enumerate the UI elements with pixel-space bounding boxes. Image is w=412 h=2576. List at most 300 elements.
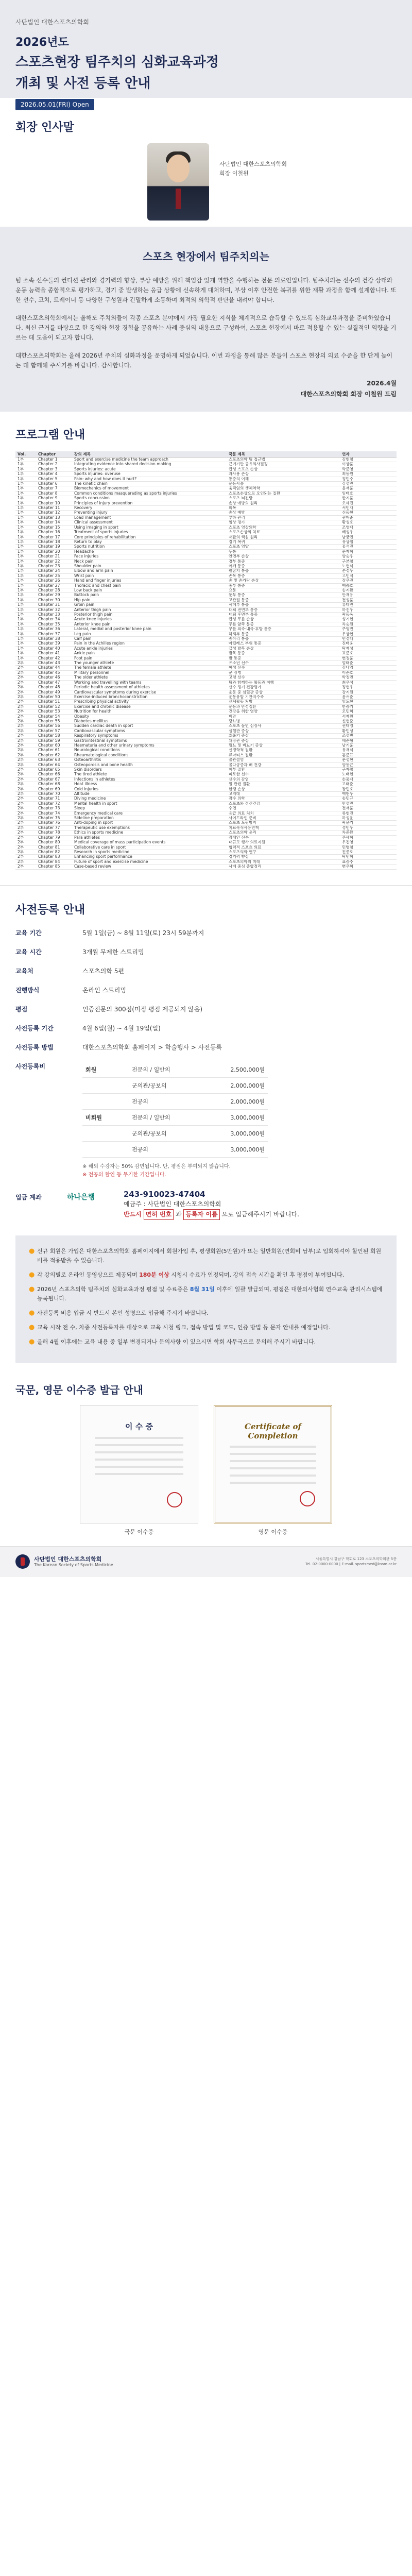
- program-row: [15, 530, 397, 535]
- program-row: [15, 554, 397, 559]
- row-title: Sports injuries: acute: [72, 467, 227, 471]
- row-vol: 1부: [15, 559, 36, 564]
- row-vol: 2부: [15, 724, 36, 728]
- row-title: Respiratory symptoms: [72, 734, 227, 738]
- row-kor-title: 스포츠 뇌진탕: [227, 496, 340, 501]
- row-speaker: 류현진: [340, 811, 397, 816]
- row-kor-title: 스포츠의학 연구: [227, 850, 340, 854]
- row-vol: 1부: [15, 569, 36, 573]
- info-row-reg-method: [15, 1043, 397, 1052]
- row-speaker: 홍석진: [340, 545, 397, 549]
- row-chapter: Chapter 63: [36, 758, 72, 762]
- row-speaker: 진종오: [340, 850, 397, 854]
- program-row: [15, 762, 397, 767]
- row-vol: 1부: [15, 477, 36, 481]
- row-speaker: 강지원: [340, 690, 397, 694]
- fee-row: [15, 1062, 397, 1179]
- row-chapter: Chapter 58: [36, 734, 72, 738]
- program-row: [15, 734, 397, 738]
- row-chapter: Chapter 32: [36, 607, 72, 612]
- program-row: [15, 865, 397, 869]
- row-speaker: 백현우: [340, 792, 397, 796]
- program-row: [15, 573, 397, 578]
- fee-note-2: ※ 전공의 할인 등 무기한 기간입니다.: [82, 1172, 166, 1178]
- row-title: The older athlete: [72, 675, 227, 680]
- row-chapter: Chapter 74: [36, 811, 72, 816]
- col-vol: Vol.: [15, 451, 36, 457]
- row-title: Osteoarthritis: [72, 758, 227, 762]
- fee-note: [82, 1163, 268, 1179]
- row-chapter: Chapter 34: [36, 617, 72, 622]
- program-row: [15, 661, 397, 666]
- row-vol: 2부: [15, 714, 36, 719]
- row-kor-title: 스포츠의학 팀 접근법: [227, 457, 340, 462]
- row-chapter: Chapter 76: [36, 821, 72, 825]
- row-speaker: 변우혁: [340, 865, 397, 869]
- row-title: Sports injuries: overuse: [72, 472, 227, 477]
- row-chapter: Chapter 64: [36, 762, 72, 767]
- row-speaker: 변정훈: [340, 656, 397, 660]
- row-kor-title: 운동과 만성질환: [227, 704, 340, 709]
- row-vol: 2부: [15, 670, 36, 675]
- row-vol: 1부: [15, 506, 36, 511]
- row-kor-title: 당뇨병: [227, 719, 340, 723]
- program-row: [15, 520, 397, 525]
- row-kor-title: 장애인 선수: [227, 835, 340, 840]
- row-chapter: Chapter 4: [36, 472, 72, 477]
- row-kor-title: 급성 스포츠 손상: [227, 467, 340, 471]
- program-row: [15, 743, 397, 748]
- row-vol: 2부: [15, 782, 36, 787]
- row-title: Nutrition for health: [72, 709, 227, 714]
- row-kor-title: 스포츠와 정신건강: [227, 801, 340, 806]
- row-chapter: Chapter 46: [36, 675, 72, 680]
- program-row: [15, 850, 397, 854]
- row-chapter: Chapter 31: [36, 603, 72, 607]
- row-title: Sports concussion: [72, 496, 227, 501]
- fee-group: [82, 1093, 129, 1109]
- certificate-samples: [15, 1405, 397, 1523]
- row-title: Infections in athletes: [72, 777, 227, 782]
- row-speaker: 남기훈: [340, 743, 397, 748]
- note-item: [29, 1337, 383, 1347]
- footer-address-line: 서울특별시 강남구 학회로 123 스포츠의학회관 5층: [315, 1557, 397, 1562]
- seal-icon: [167, 1492, 182, 1507]
- row-chapter: Chapter 40: [36, 646, 72, 651]
- program-row: [15, 467, 397, 471]
- program-row: [15, 627, 397, 632]
- row-kor-title: 안면부 손상: [227, 554, 340, 559]
- program-row: [15, 811, 397, 816]
- certificate-captions: [15, 1528, 397, 1536]
- row-vol: 1부: [15, 598, 36, 602]
- fee-group: 비회원: [82, 1109, 129, 1125]
- program-row: [15, 569, 397, 573]
- row-kor-title: 급성 발목 손상: [227, 646, 340, 651]
- eng-certificate-caption: 영문 이수증: [258, 1528, 288, 1535]
- row-chapter: Chapter 55: [36, 719, 72, 723]
- info-row-host: [15, 967, 397, 975]
- fee-row-item: [82, 1062, 268, 1078]
- row-title: Pain in the Achilles region: [72, 641, 227, 646]
- row-kor-title: 스포츠 도핑방지: [227, 821, 340, 825]
- row-chapter: Chapter 6: [36, 482, 72, 486]
- row-chapter: Chapter 65: [36, 768, 72, 772]
- row-chapter: Chapter 60: [36, 743, 72, 748]
- row-title: Skin disorders: [72, 768, 227, 772]
- program-row: [15, 613, 397, 617]
- row-title: Elbow and arm pain: [72, 569, 227, 573]
- program-title: 프로그램 안내: [15, 429, 85, 442]
- row-chapter: Chapter 80: [36, 840, 72, 845]
- row-chapter: Chapter 7: [36, 486, 72, 491]
- row-speaker: 권혁준: [340, 515, 397, 520]
- row-speaker: 최동원: [340, 472, 397, 477]
- footer-contact-line: Tel. 02-0000-0000 | E-mail. sportsmed@kssm.or.kr: [305, 1562, 397, 1567]
- program-row: [15, 792, 397, 796]
- row-speaker: 서민재: [340, 506, 397, 511]
- program-row: [15, 462, 397, 467]
- info-row-period: [15, 928, 397, 937]
- row-vol: 1부: [15, 501, 36, 505]
- program-row: [15, 690, 397, 694]
- year-title: 2026년도: [15, 36, 69, 49]
- row-speaker: 고민석: [340, 573, 397, 578]
- row-speaker: 안재용: [340, 593, 397, 598]
- row-kor-title: 스포츠 돌연 심장사: [227, 724, 340, 728]
- row-chapter: Chapter 75: [36, 816, 72, 821]
- row-chapter: Chapter 47: [36, 680, 72, 685]
- row-kor-title: 건강을 위한 영양: [227, 709, 340, 714]
- row-title: Working and travelling with teams: [72, 680, 227, 685]
- row-kor-title: 대퇴 후면부 통증: [227, 613, 340, 617]
- fee-amount: 3,000,000원: [201, 1125, 268, 1141]
- note-highlight: 8월 31일: [190, 1285, 215, 1293]
- row-title: Acute ankle injuries: [72, 646, 227, 651]
- row-chapter: Chapter 43: [36, 661, 72, 666]
- row-kor-title: 급성 무릎 손상: [227, 617, 340, 622]
- period-value: 5월 1일(금) ~ 8월 11일(토) 23시 59분까지: [82, 929, 204, 937]
- row-vol: 1부: [15, 622, 36, 626]
- note-text: 신규 회원은 가입은 대한스포츠의학회 홈페이지에서 회원가입 후, 평생회원(5만원)가 또는 일반회원(연회비 납부)로 입회하셔야 할인된 회원비를 적용받을 수 있습니다.: [37, 1247, 382, 1264]
- program-row: [15, 675, 397, 680]
- row-speaker: 한지훈: [340, 496, 397, 501]
- row-speaker: 우진영: [340, 840, 397, 845]
- eng-certificate-image: [214, 1405, 332, 1523]
- info-row-reg-period: [15, 1024, 397, 1032]
- row-speaker: 양동근: [340, 762, 397, 767]
- row-kor-title: 근거기반 공유의사결정: [227, 462, 340, 467]
- note-item: [29, 1285, 383, 1303]
- program-row: [15, 583, 397, 588]
- row-title: Integrating evidence into shared decision making: [72, 462, 227, 467]
- row-speaker: 임태호: [340, 491, 397, 496]
- row-speaker: 김현철: [340, 457, 397, 462]
- fee-row-item: [82, 1109, 268, 1125]
- row-speaker: 표승주: [340, 859, 397, 864]
- row-vol: 2부: [15, 845, 36, 850]
- row-title: Principles of injury prevention: [72, 501, 227, 505]
- row-vol: 1부: [15, 545, 36, 549]
- row-chapter: Chapter 22: [36, 559, 72, 564]
- note-text: 시청시 수료가 인정되며, 강의 접속 시간을 확인 후 평점이 부여됩니다.: [169, 1271, 345, 1278]
- row-title: Gastrointestinal symptoms: [72, 738, 227, 743]
- row-vol: 1부: [15, 583, 36, 588]
- row-chapter: Chapter 52: [36, 704, 72, 709]
- row-chapter: Chapter 35: [36, 622, 72, 626]
- row-title: Cold injuries: [72, 787, 227, 791]
- row-kor-title: 스포츠의학의 미래: [227, 859, 340, 864]
- row-speaker: 우상현: [340, 632, 397, 636]
- row-title: Prescribing physical activity: [72, 700, 227, 704]
- row-kor-title: 과사용 손상: [227, 472, 340, 477]
- row-speaker: 곽윤기: [340, 821, 397, 825]
- program-row: [15, 656, 397, 660]
- row-kor-title: 피로한 선수: [227, 772, 340, 777]
- row-speaker: 하성운: [340, 816, 397, 821]
- program-row: [15, 651, 397, 656]
- row-title: Acute knee injuries: [72, 617, 227, 622]
- row-vol: 1부: [15, 535, 36, 539]
- row-vol: 2부: [15, 700, 36, 704]
- row-speaker: 윤재훈: [340, 486, 397, 491]
- row-kor-title: 운동 중 심혈관 증상: [227, 690, 340, 694]
- row-vol: 2부: [15, 792, 36, 796]
- program-row: [15, 491, 397, 496]
- row-kor-title: 신체활동 처방: [227, 700, 340, 704]
- program-row: [15, 840, 397, 845]
- fee-type: 전공의: [129, 1141, 201, 1157]
- row-title: Ankle pain: [72, 651, 227, 656]
- program-row: [15, 515, 397, 520]
- greeting-body: [0, 227, 412, 412]
- row-chapter: Chapter 25: [36, 573, 72, 578]
- row-vol: 2부: [15, 758, 36, 762]
- row-kor-title: 여성 선수: [227, 666, 340, 670]
- program-row: [15, 719, 397, 723]
- fee-group: 회원: [82, 1062, 129, 1078]
- row-speaker: 송지환: [340, 588, 397, 592]
- fee-amount: 2,000,000원: [201, 1093, 268, 1109]
- row-vol: 2부: [15, 850, 36, 854]
- row-vol: 2부: [15, 806, 36, 811]
- row-kor-title: 응급 의료 처치: [227, 811, 340, 816]
- row-kor-title: 비만: [227, 714, 340, 719]
- row-vol: 2부: [15, 680, 36, 685]
- note-item: [29, 1247, 383, 1265]
- program-row: [15, 564, 397, 568]
- row-chapter: Chapter 48: [36, 685, 72, 690]
- row-kor-title: 유소년 선수: [227, 661, 340, 666]
- row-vol: 2부: [15, 796, 36, 801]
- reg-period-label: 사전등록 기간: [15, 1024, 54, 1032]
- row-speaker: 고태준: [340, 782, 397, 787]
- row-title: Rheumatological conditions: [72, 753, 227, 757]
- row-speaker: 정현우: [340, 685, 397, 690]
- program-row: [15, 501, 397, 505]
- row-speaker: 배성우: [340, 530, 397, 535]
- program-row: [15, 680, 397, 685]
- fee-group: [82, 1141, 129, 1157]
- row-vol: 1부: [15, 656, 36, 660]
- note-item: [29, 1309, 383, 1318]
- row-speaker: 차승원: [340, 622, 397, 626]
- warn-box-license: 면허 번호: [144, 1209, 174, 1220]
- row-speaker: 노태현: [340, 772, 397, 777]
- hero-header: [0, 0, 412, 108]
- row-kor-title: 요통: [227, 588, 340, 592]
- row-chapter: Chapter 56: [36, 724, 72, 728]
- row-title: Buttock pain: [72, 593, 227, 598]
- row-vol: 1부: [15, 607, 36, 612]
- row-speaker: 황민성: [340, 728, 397, 733]
- greeting-closing: 대한스포츠의학회 회장 이철원 드림: [300, 391, 397, 398]
- row-chapter: Chapter 69: [36, 787, 72, 791]
- signer-name: 회장 이철원: [219, 170, 249, 177]
- row-vol: 1부: [15, 520, 36, 525]
- row-title: Foot pain: [72, 656, 227, 660]
- row-chapter: Chapter 59: [36, 738, 72, 743]
- row-speaker: 류태민: [340, 603, 397, 607]
- greeting-date: 2026.4월: [367, 380, 397, 387]
- row-vol: 2부: [15, 835, 36, 840]
- row-title: Treatment of sports injuries: [72, 530, 227, 535]
- program-row: [15, 796, 397, 801]
- row-chapter: Chapter 27: [36, 583, 72, 588]
- row-vol: 2부: [15, 753, 36, 757]
- row-chapter: Chapter 10: [36, 501, 72, 505]
- row-kor-title: 임상 평가: [227, 520, 340, 525]
- row-vol: 2부: [15, 661, 36, 666]
- program-row: [15, 588, 397, 592]
- program-row: [15, 670, 397, 675]
- row-vol: 1부: [15, 632, 36, 636]
- row-speaker: 노현석: [340, 564, 397, 568]
- row-kor-title: 스포츠손상으로 오인되는 질환: [227, 491, 340, 496]
- account-number: 243-910023-47404: [124, 1189, 205, 1199]
- row-title: Core principles of rehabilitation: [72, 535, 227, 539]
- row-kor-title: 위장관 증상: [227, 738, 340, 743]
- row-vol: 2부: [15, 748, 36, 753]
- row-title: Load management: [72, 515, 227, 520]
- row-title: Low back pain: [72, 588, 227, 592]
- president-portrait: [147, 143, 209, 221]
- program-row: [15, 855, 397, 859]
- row-vol: 2부: [15, 772, 36, 777]
- program-table: [15, 451, 397, 870]
- certificate-title: 국문, 영문 이수증 발급 안내: [15, 1383, 143, 1396]
- row-vol: 1부: [15, 462, 36, 467]
- bullet-icon: ●: [29, 1270, 35, 1279]
- row-kor-title: 군 장병: [227, 670, 340, 675]
- row-vol: 1부: [15, 554, 36, 559]
- reg-method-value: 대한스포츠의학회 홈페이지 > 학술행사 > 사전등록: [82, 1043, 222, 1051]
- program-row: [15, 472, 397, 477]
- col-speaker: 연자: [340, 451, 397, 457]
- row-vol: 2부: [15, 816, 36, 821]
- row-kor-title: 하퇴부 통증: [227, 632, 340, 636]
- row-vol: 1부: [15, 579, 36, 583]
- row-vol: 2부: [15, 685, 36, 690]
- program-row: [15, 593, 397, 598]
- row-title: Obesity: [72, 714, 227, 719]
- row-kor-title: 한랭 손상: [227, 787, 340, 791]
- row-vol: 2부: [15, 743, 36, 748]
- row-vol: 2부: [15, 694, 36, 699]
- greeting-paragraph: 팀 소속 선수들의 컨디션 관리와 경기력의 향상, 부상 예방을 위해 책임감 있게 역할을 수행하는 전문 의료인입니다. 팀주치의는 선수의 건강 상태와 운동 능력을 종합적으로 평가하고, 경기 중 발생하는 응급 상황에 신속하게 대처하며, 부상 이후 안전한 복귀를 위한 재활 과정을 함께 설계합니다. 또한 선수, 코치, 트레이너 등 다양한 구성원과 긴밀하게 소통하며 최적의 의학적 판단을 내려야 합니다.: [15, 277, 397, 303]
- method-label: 진행방식: [15, 986, 40, 994]
- kor-certificate-caption: 국문 이수증: [124, 1528, 154, 1535]
- row-chapter: Chapter 2: [36, 462, 72, 467]
- row-speaker: 주세혁: [340, 835, 397, 840]
- note-text: 교육 시작 전 수, 차종 사전등록자를 대상으로 교육 시청 링크, 접속 방법 및 코드, 인증 방법 등 문자 안내를 예정입니다.: [37, 1324, 331, 1331]
- period-label: 교육 기간: [15, 929, 42, 937]
- duration-value: 3개월 무제한 스트리밍: [82, 948, 144, 956]
- society-emblem-icon: [15, 1554, 30, 1569]
- row-speaker: 문성현: [340, 758, 397, 762]
- bank-logo: [67, 1190, 124, 1202]
- row-kor-title: 사례 중심 종합정리: [227, 865, 340, 869]
- row-chapter: Chapter 68: [36, 782, 72, 787]
- footer-address: [305, 1556, 397, 1567]
- row-title: Posterior thigh pain: [72, 613, 227, 617]
- row-chapter: Chapter 84: [36, 859, 72, 864]
- row-chapter: Chapter 77: [36, 825, 72, 830]
- program-row: [15, 859, 397, 864]
- note-highlight: 180분 이상: [139, 1271, 169, 1278]
- society-logo: [15, 1554, 113, 1569]
- footer-org-name-en: The Korean Society of Sports Medicine: [34, 1563, 113, 1568]
- row-kor-title: 골관절염: [227, 758, 340, 762]
- fee-type: 군의관/공보의: [129, 1077, 201, 1093]
- row-chapter: Chapter 18: [36, 539, 72, 544]
- row-speaker: 유재석: [340, 748, 397, 753]
- row-vol: 2부: [15, 719, 36, 723]
- row-kor-title: 아킬레스 부위 통증: [227, 641, 340, 646]
- row-speaker: 최우석: [340, 680, 397, 685]
- greeting-headline: 스포츠 현장에서 팀주치의는: [143, 250, 269, 263]
- row-title: Military personnel: [72, 670, 227, 675]
- program-row: [15, 632, 397, 636]
- row-title: Neurological conditions: [72, 748, 227, 753]
- row-speaker: 문재혁: [340, 549, 397, 554]
- row-vol: 1부: [15, 486, 36, 491]
- row-chapter: Chapter 12: [36, 511, 72, 515]
- account-info: [124, 1190, 397, 1220]
- row-speaker: 성민우: [340, 825, 397, 830]
- row-speaker: 박정민: [340, 675, 397, 680]
- row-chapter: Chapter 45: [36, 670, 72, 675]
- row-chapter: Chapter 83: [36, 855, 72, 859]
- row-kor-title: 협력적 스포츠 의료: [227, 845, 340, 850]
- row-kor-title: 사이드라인 준비: [227, 816, 340, 821]
- row-title: Osteoporosis and bone health: [72, 762, 227, 767]
- row-title: Future of sport and exercise medicine: [72, 859, 227, 864]
- row-kor-title: 팀과 함께하는 활동과 여행: [227, 680, 340, 685]
- row-chapter: Chapter 39: [36, 641, 72, 646]
- fee-group: [82, 1125, 129, 1141]
- program-row: [15, 821, 397, 825]
- row-chapter: Chapter 20: [36, 549, 72, 554]
- program-row: [15, 685, 397, 690]
- row-title: Hip pain: [72, 598, 227, 602]
- row-chapter: Chapter 57: [36, 728, 72, 733]
- row-chapter: Chapter 51: [36, 700, 72, 704]
- row-kor-title: 경기 복귀: [227, 539, 340, 544]
- greeting-section: [0, 98, 412, 227]
- greeting-paragraph: 대한스포츠의학회에서는 올해도 주치의들이 각종 스포츠 분야에서 가장 필요한 지식을 체계적으로 습득할 수 있도록 심화교육과정을 준비하였습니다. 최신 근거를 바탕으로 한 강의와 현장 경험을 공유하는 사례 중심의 내용으로 구성하여, 스포츠 현장에서 바로 적용할 수 있는 실질적인 역량을 기르는 데 도움이 되고자 합니다.: [15, 314, 397, 341]
- row-chapter: Chapter 61: [36, 748, 72, 753]
